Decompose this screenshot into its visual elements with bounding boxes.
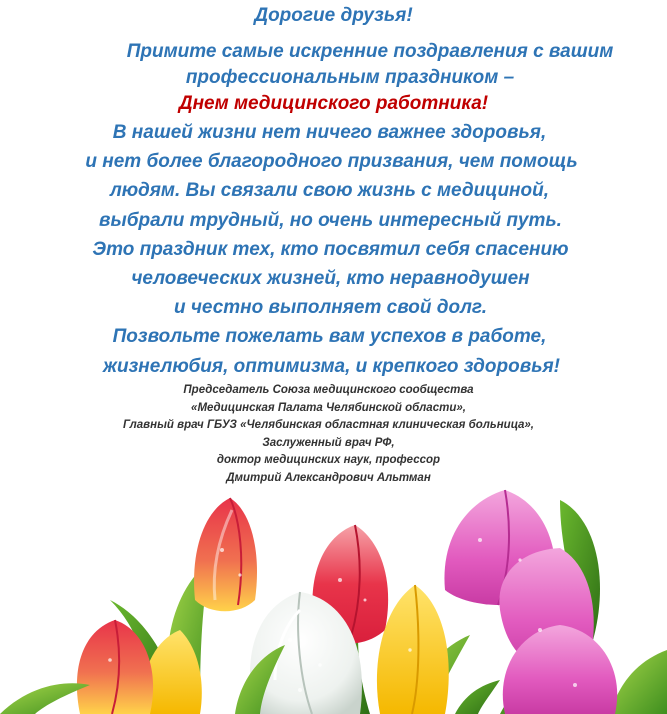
signature-line: «Медицинская Палата Челябинской области», [191, 401, 466, 414]
body-line: людям. Вы связали свою жизнь с медициной, [109, 180, 550, 202]
body-line: жизнелюбия, оптимизма, и крепкого здоровья! [102, 355, 561, 377]
intro [100, 39, 640, 91]
body-line: и нет более благородного призвания, чем помощь [85, 151, 578, 173]
signature-line: Председатель Союза медицинского сообщества [183, 384, 474, 396]
intro-line: Примите самые искренние поздравления с вашим [126, 41, 614, 62]
signature [0, 382, 667, 488]
signature-line: Заслуженный врач РФ, [262, 436, 395, 449]
signature-line: Главный врач ГБУЗ «Челябинская областная клиническая больница», [123, 419, 534, 432]
greeting: Дорогие друзья! [254, 5, 413, 26]
tulip-bouquet-image [0, 480, 667, 714]
body-line: В нашей жизни нет ничего важнее здоровья, [112, 122, 547, 143]
intro-line: профессиональным праздником – [185, 67, 515, 88]
body-line: выбрали трудный, но очень интересный путь. [99, 209, 562, 231]
body-line: Это праздник тех, кто посвятил себя спасению [92, 238, 569, 260]
signature-line: Дмитрий Александрович Альтман [226, 471, 431, 484]
body-line: и честно выполняет свой долг. [173, 297, 488, 319]
body-line: Позвольте пожелать вам успехов в работе, [112, 326, 547, 348]
body-line: человеческих жизней, кто неравнодушен [131, 268, 530, 290]
signature-line: доктор медицинских наук, профессор [216, 454, 441, 467]
letter-body [0, 118, 667, 381]
holiday-name: Днем медицинского работника! [178, 93, 489, 114]
